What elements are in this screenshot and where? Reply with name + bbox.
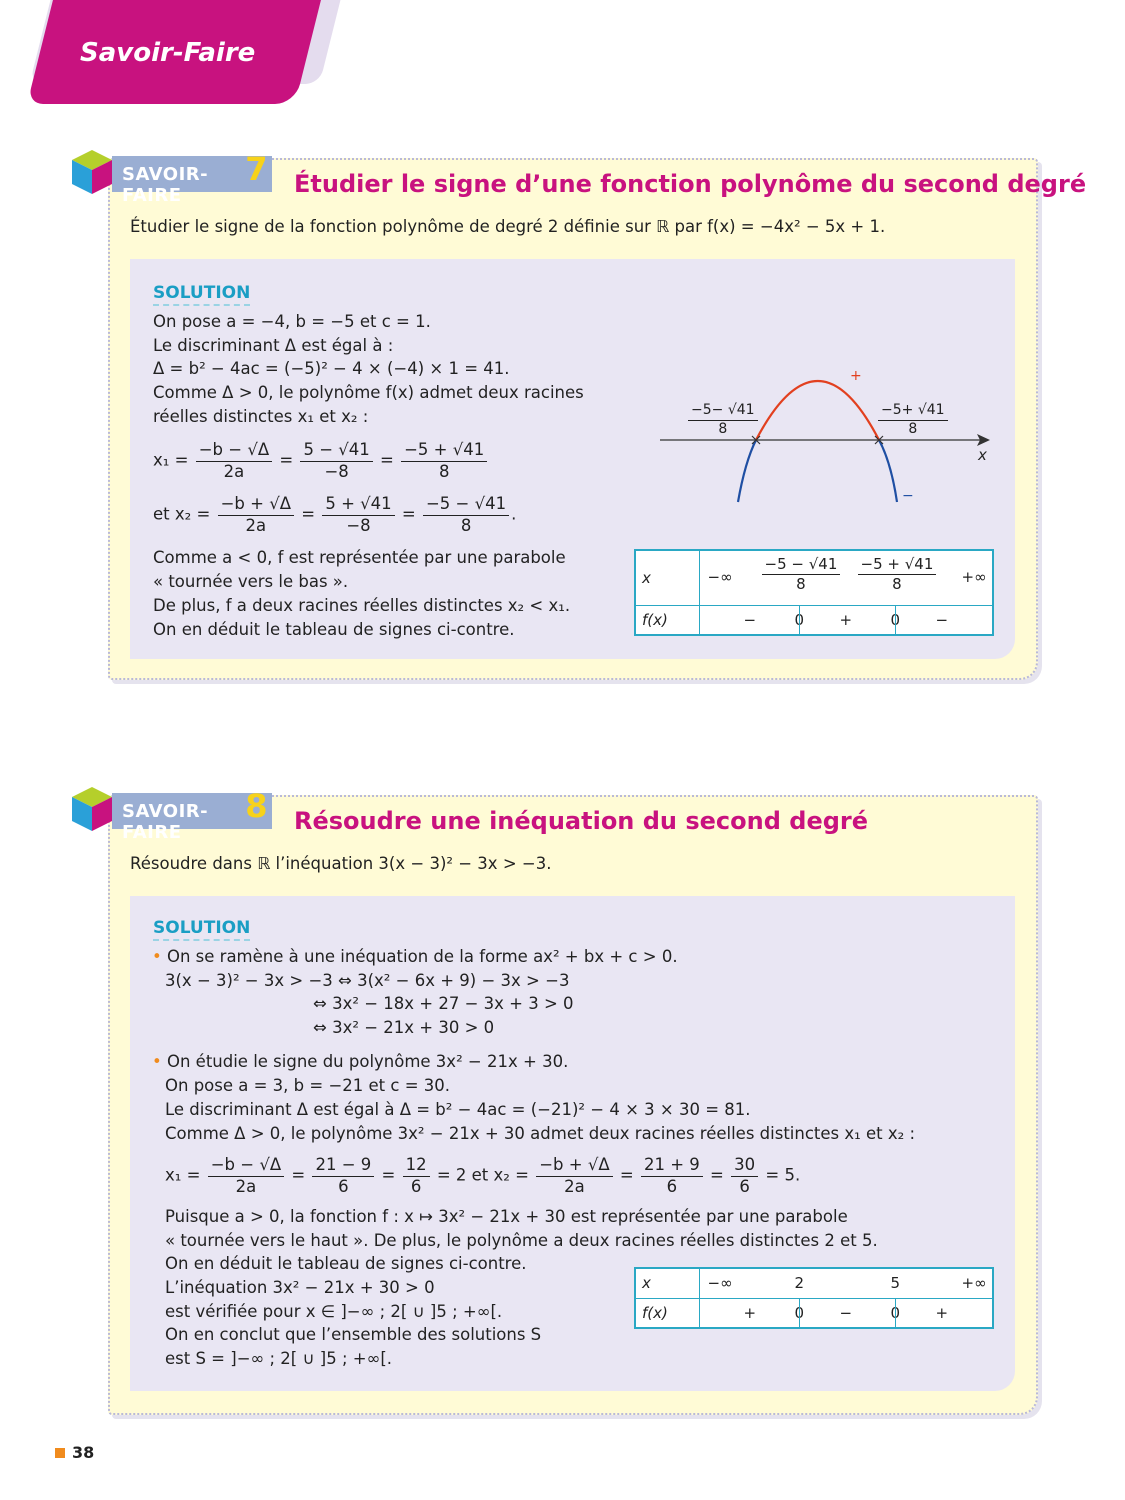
sf7-line-4: Comme Δ > 0, le polynôme f(x) admet deux racines [153,383,584,402]
cube-icon [72,150,112,194]
fraction: $\frac{5 + √41}{-8}$ [322,494,394,536]
sign-table-8 [634,1267,994,1329]
table-divider [799,1299,800,1327]
sf8-eq-2: ⇔ 3x² − 18x + 27 − 3x + 3 > 0 [313,994,574,1013]
sf8-line-1: On pose a = 3, b = −21 et c = 30. [165,1076,451,1095]
graph-minus-sign: − [902,488,914,504]
graph-root-right-label: $\frac{-5+ √41}{8}$ [876,402,950,438]
savoir-faire-7-tag: SAVOIR-FAIRE 7 [112,156,272,192]
fraction: $\frac{-b - √\Delta}{2a}$ [196,440,272,482]
sf8-line-7: L’inéquation 3x² − 21x + 30 > 0 [165,1278,435,1297]
fraction: $\frac{-5 + √41}{8}$ [401,440,487,482]
sf8-eq-1: 3(x − 3)² − 3x > −3 ⇔ 3(x² − 6x + 9) − 3x > −3 [165,971,570,990]
header-tab-label: Savoir-Faire [80,38,256,68]
sf7-line-2: Le discriminant Δ est égal à : [153,336,394,355]
solution-label-8: SOLUTION [153,918,250,941]
savoir-faire-8-tag: SAVOIR-FAIRE 8 [112,793,272,829]
sf7-line-1: On pose a = −4, b = −5 et c = 1. [153,312,431,331]
bullet-icon: • [152,947,162,966]
sf7-x2-equation: et x₂ = $\frac{-b + √\Delta}{2a}$ = $\frac{5 + √41}{-8}$ = $\frac{-5 - √41}{8}$ . [153,494,517,535]
sf8-eq-3: ⇔ 3x² − 21x + 30 > 0 [313,1018,495,1037]
fraction: $\frac{5 - √41}{-8}$ [300,440,372,482]
savoir-faire-7-title: Étudier le signe d’une fonction polynôme du second degré [294,170,1087,198]
table-cell: + 0 − 0 + [699,1298,993,1328]
sf7-line-5: réelles distinctes x₁ et x₂ : [153,407,369,426]
table-head-fx: f(x) [635,1298,699,1328]
fraction: $\frac{-5 - √41}{8}$ [423,494,509,536]
parabola-top-arc [756,381,879,440]
sf8-line-9: On en conclut que l’ensemble des solutions S [165,1325,542,1344]
sf7-line-8: De plus, f a deux racines réelles distinctes x₂ < x₁. [153,596,571,615]
table-row [635,1298,993,1328]
sf8-line-5: « tournée vers le haut ». De plus, le polynôme a deux racines réelles distinctes 2 et 5. [165,1231,878,1250]
graph-plus-sign: + [850,368,862,384]
page-number: 38 [72,1443,95,1462]
sf8-roots-equation: x₁ = $\frac{-b - √\Delta}{2a}$ = $\frac{21 - 9}{6}$ = $\frac{12}{6}$ = 2 et x₂ = $\frac{-b + √\Delta}{2a}$ = $\frac{21 + 9}{6}$ = $\frac{30}{6}$ = 5. [165,1155,801,1196]
table-divider [799,606,800,634]
sf8-line-10: est S = ]−∞ ; 2[ ∪ ]5 ; +∞[. [165,1349,393,1368]
table-divider [895,606,896,634]
savoir-faire-8-title: Résoudre une inéquation du second degré [294,807,869,835]
fraction: $\frac{-b + √\Delta}{2a}$ [218,494,294,536]
cube-icon [72,787,112,831]
graph-axis-label: x [978,446,987,464]
solution-label-7: SOLUTION [153,283,250,306]
sf7-line-3: Δ = b² − 4ac = (−5)² − 4 × (−4) × 1 = 41. [153,359,510,378]
sf8-line-6: On en déduit le tableau de signes ci-contre. [165,1254,527,1273]
graph-root-left-label: $\frac{-5- √41}{8}$ [686,402,760,438]
sf8-bullet-2: • On étudie le signe du polynôme 3x² − 21x + 30. [152,1052,569,1071]
page-marker-icon [55,1448,65,1458]
sf8-line-2: Le discriminant Δ est égal à Δ = b² − 4ac = (−21)² − 4 × 3 × 30 = 81. [165,1100,751,1119]
table-cell: −∞ $\frac{-5 - √41}{8}$ $\frac{-5 + √41}{8}$ +∞ [699,550,993,605]
sf8-line-8: est vérifiée pour x ∈ ]−∞ ; 2[ ∪ ]5 ; +∞[. [165,1302,503,1321]
savoir-faire-8-number: 8 [245,787,268,825]
sign-table-7 [634,549,994,636]
bullet-icon: • [152,1052,162,1071]
parabola-right-branch [879,440,897,502]
table-cell: − 0 + 0 − [699,605,993,635]
sf7-line-7: « tournée vers le bas ». [153,572,349,591]
sf7-line-6: Comme a < 0, f est représentée par une parabole [153,548,566,567]
table-cell: −∞ 2 5 +∞ [699,1268,993,1298]
savoir-faire-8-statement: Résoudre dans ℝ l’inéquation 3(x − 3)² − 3x > −3. [130,854,552,873]
table-head-fx: f(x) [635,605,699,635]
table-row [635,605,993,635]
sf8-line-3: Comme Δ > 0, le polynôme 3x² − 21x + 30 admet deux racines réelles distinctes x₁ et x₂ : [165,1124,916,1143]
sf7-line-9: On en déduit le tableau de signes ci-contre. [153,620,515,639]
savoir-faire-7-statement: Étudier le signe de la fonction polynôme de degré 2 définie sur ℝ par f(x) = −4x² − 5x + 1. [130,217,886,236]
savoir-faire-7-number: 7 [245,150,268,188]
table-row [635,1268,993,1298]
sf7-x1-equation: x₁ = $\frac{-b - √\Delta}{2a}$ = $\frac{5 - √41}{-8}$ = $\frac{-5 + √41}{8}$ [153,440,489,482]
sf8-bullet-1: • On se ramène à une inéquation de la forme ax² + bx + c > 0. [152,947,678,966]
parabola-left-branch [738,440,756,502]
table-head-x: x [635,1268,699,1298]
table-row [635,550,993,605]
table-head-x: x [635,550,699,605]
table-divider [895,1299,896,1327]
sf8-line-4: Puisque a > 0, la fonction f : x ↦ 3x² − 21x + 30 est représentée par une parabole [165,1207,848,1226]
